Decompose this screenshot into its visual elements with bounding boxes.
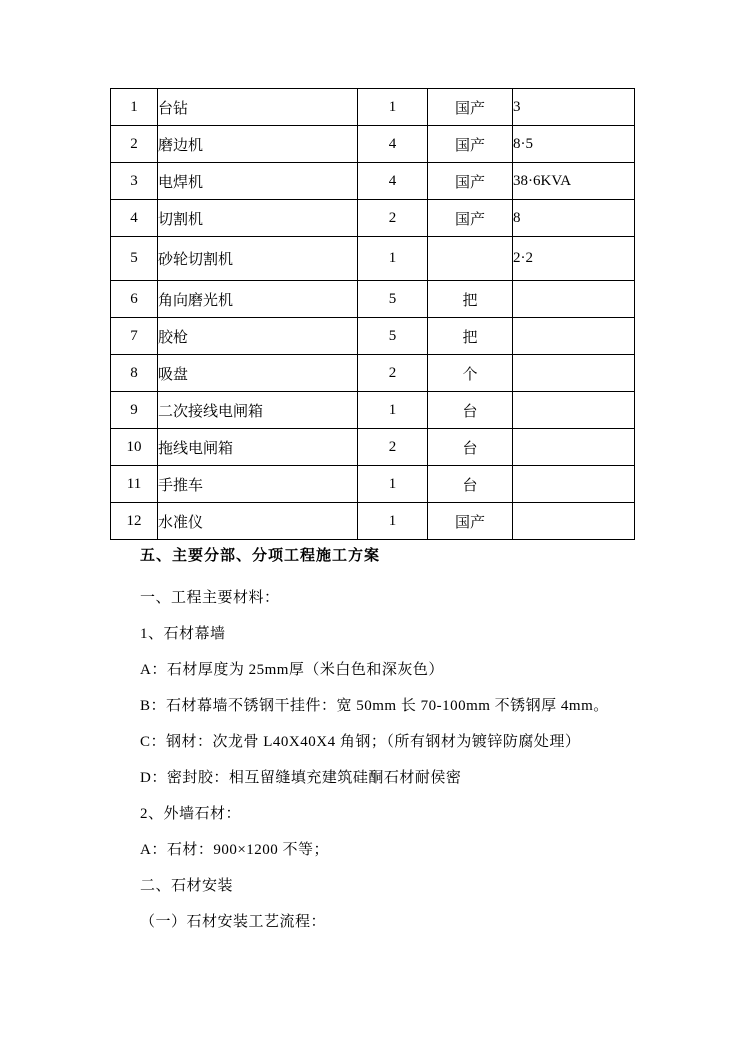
- cell-row-number: 9: [111, 392, 158, 429]
- cell-remark: 2·2: [513, 237, 635, 281]
- cell-remark: [513, 466, 635, 503]
- section-text-block: [140, 546, 710, 948]
- cell-item-name: 拖线电闸箱: [158, 429, 358, 466]
- cell-unit: 台: [428, 392, 513, 429]
- cell-quantity: 1: [358, 503, 428, 540]
- cell-unit: [428, 237, 513, 281]
- cell-unit: 国产: [428, 89, 513, 126]
- cell-row-number: 8: [111, 355, 158, 392]
- table-row: [111, 89, 635, 126]
- cell-row-number: 5: [111, 237, 158, 281]
- cell-item-name: 二次接线电闸箱: [158, 392, 358, 429]
- cell-quantity: 2: [358, 355, 428, 392]
- cell-item-name: 台钻: [158, 89, 358, 126]
- cell-quantity: 2: [358, 429, 428, 466]
- table-row: [111, 126, 635, 163]
- paragraph: D：密封胶：相互留缝填充建筑硅酮石材耐侯密: [140, 770, 462, 786]
- cell-remark: 8·5: [513, 126, 635, 163]
- table-row: [111, 466, 635, 503]
- paragraph: 一、工程主要材料：: [140, 590, 280, 606]
- cell-remark: [513, 503, 635, 540]
- cell-unit: 个: [428, 355, 513, 392]
- cell-item-name: 角向磨光机: [158, 281, 358, 318]
- cell-unit: 台: [428, 466, 513, 503]
- table-row: [111, 237, 635, 281]
- cell-unit: 把: [428, 281, 513, 318]
- table-row: [111, 429, 635, 466]
- paragraph: 2、外墙石材：: [140, 806, 242, 822]
- paragraph: 1、石材幕墙: [140, 626, 226, 642]
- cell-remark: [513, 281, 635, 318]
- cell-quantity: 1: [358, 466, 428, 503]
- paragraph: 二、石材安装: [140, 878, 234, 894]
- cell-row-number: 11: [111, 466, 158, 503]
- cell-quantity: 5: [358, 281, 428, 318]
- cell-unit: 国产: [428, 200, 513, 237]
- cell-row-number: 7: [111, 318, 158, 355]
- table-row: [111, 163, 635, 200]
- cell-quantity: 5: [358, 318, 428, 355]
- cell-item-name: 吸盘: [158, 355, 358, 392]
- table-row: [111, 318, 635, 355]
- table-row: [111, 503, 635, 540]
- cell-unit: 国产: [428, 503, 513, 540]
- paragraph: C：钢材：次龙骨 L40X40X4 角钢；（所有钢材为镀锌防腐处理）: [140, 734, 581, 750]
- cell-remark: [513, 429, 635, 466]
- paragraph: A：石材：900×1200 不等；: [140, 842, 330, 858]
- cell-row-number: 4: [111, 200, 158, 237]
- cell-remark: 8: [513, 200, 635, 237]
- cell-quantity: 1: [358, 89, 428, 126]
- cell-remark: [513, 355, 635, 392]
- cell-unit: 台: [428, 429, 513, 466]
- cell-remark: 3: [513, 89, 635, 126]
- equipment-table: [110, 88, 635, 540]
- cell-remark: [513, 392, 635, 429]
- table-row: [111, 392, 635, 429]
- cell-row-number: 1: [111, 89, 158, 126]
- cell-unit: 国产: [428, 126, 513, 163]
- paragraph: A：石材厚度为 25mm厚（米白色和深灰色）: [140, 662, 444, 678]
- cell-row-number: 12: [111, 503, 158, 540]
- cell-item-name: 胶枪: [158, 318, 358, 355]
- cell-quantity: 1: [358, 392, 428, 429]
- cell-item-name: 切割机: [158, 200, 358, 237]
- equipment-table-body: [111, 89, 635, 540]
- cell-unit: 把: [428, 318, 513, 355]
- cell-quantity: 4: [358, 163, 428, 200]
- cell-quantity: 4: [358, 126, 428, 163]
- paragraph: （一）石材安装工艺流程：: [140, 914, 327, 930]
- cell-item-name: 电焊机: [158, 163, 358, 200]
- cell-row-number: 6: [111, 281, 158, 318]
- cell-remark: 38·6KVA: [513, 163, 635, 200]
- table-row: [111, 355, 635, 392]
- cell-quantity: 1: [358, 237, 428, 281]
- cell-row-number: 3: [111, 163, 158, 200]
- cell-unit: 国产: [428, 163, 513, 200]
- cell-item-name: 水准仪: [158, 503, 358, 540]
- paragraph: B：石材幕墙不锈钢干挂件：宽 50mm 长 70-100mm 不锈钢厚 4mm。: [140, 698, 609, 714]
- section-heading: 五、主要分部、分项工程施工方案: [140, 548, 381, 564]
- cell-remark: [513, 318, 635, 355]
- cell-item-name: 磨边机: [158, 126, 358, 163]
- cell-quantity: 2: [358, 200, 428, 237]
- table-row: [111, 281, 635, 318]
- table-row: [111, 200, 635, 237]
- cell-item-name: 手推车: [158, 466, 358, 503]
- cell-row-number: 2: [111, 126, 158, 163]
- cell-row-number: 10: [111, 429, 158, 466]
- cell-item-name: 砂轮切割机: [158, 237, 358, 281]
